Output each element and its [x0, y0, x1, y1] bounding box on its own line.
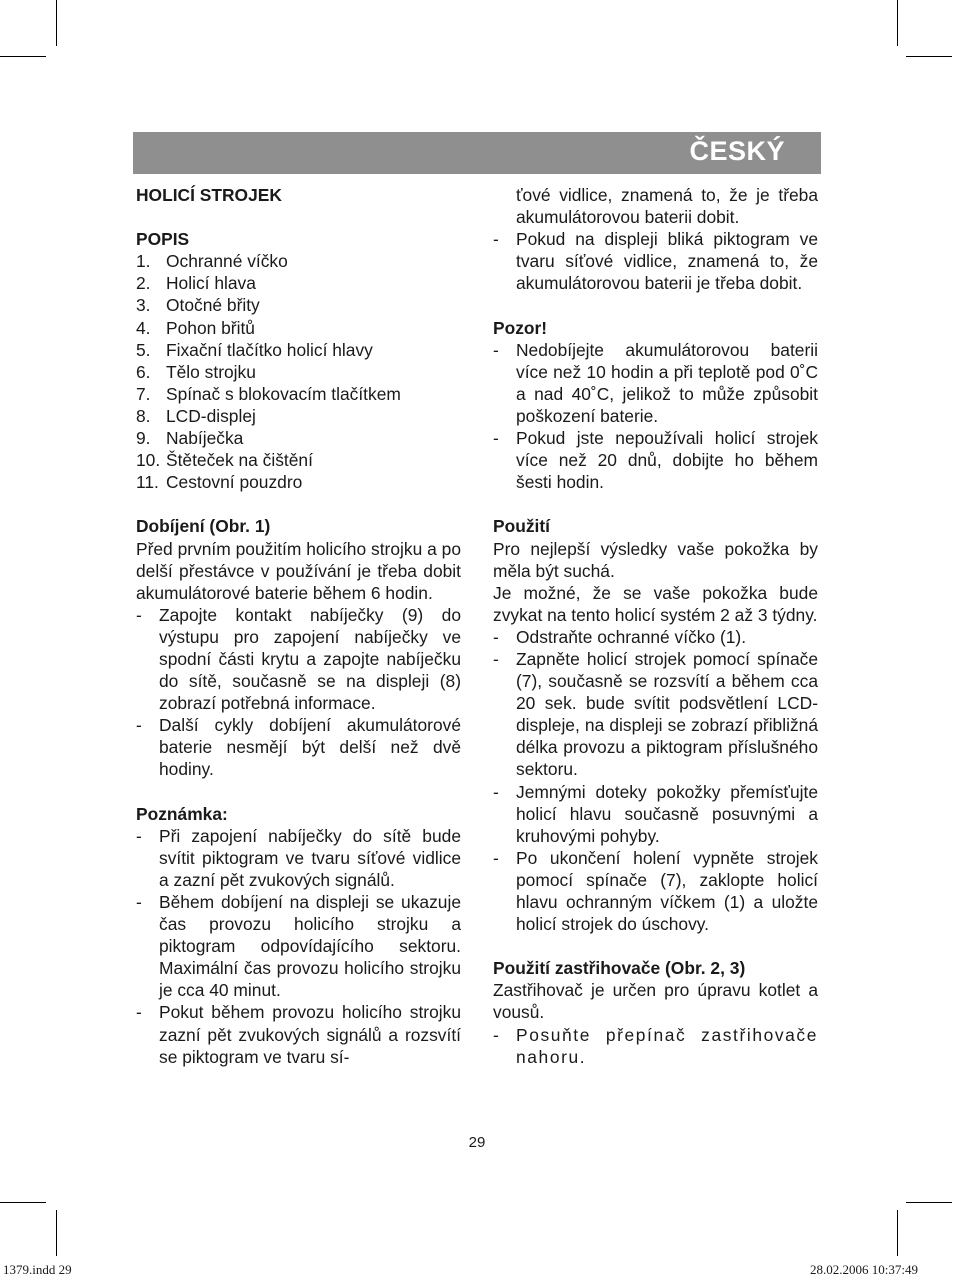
list-item: - Při zapojení nabíječky do sítě bude svítit piktogram ve tvaru síťové vidlice a zazní pět zvukových signálů. — [136, 825, 461, 890]
trimmer-text: Zastřihovač je určen pro úpravu kotlet a vousů. — [493, 980, 818, 1023]
crop-mark — [897, 0, 898, 46]
parts-list — [136, 250, 461, 493]
list-item: 7. Spínač s blokovacím tlačítkem — [136, 383, 401, 404]
crop-mark — [897, 1210, 898, 1256]
list-item: 6. Tělo strojku — [136, 361, 256, 382]
list-item: - Během dobíjení na displeji se ukazuje čas provozu holicího strojku a piktogram odpovídajícího sektoru. Maximální čas provozu holicího strojku je cca 40 minut. — [136, 892, 461, 1001]
list-item: 9. Nabíječka — [136, 428, 244, 449]
list-item: 2. Holicí hlava — [136, 273, 256, 294]
list-item: 1. Ochranné víčko — [136, 251, 288, 272]
crop-mark — [906, 1202, 952, 1203]
list-item: 8. LCD-displej — [136, 405, 256, 426]
crop-mark — [906, 56, 952, 57]
continued-text: ťové vidlice, znamená to, že je třeba akumulátorovou baterii dobit. — [516, 185, 818, 228]
charging-text: Před prvním použitím holicího strojku a po delší přestávce v používání je třeba dobit akumulátorové baterie během 6 hodin. — [136, 538, 461, 603]
list-item: 3. Otočné břity — [136, 295, 260, 316]
list-item: - Zapojte kontakt nabíječky (9) do výstupu pro zapojení nabíječky ve spodní části krytu a zapojte nabíječku do sítě, současně se na displeji (8) zobrazí potřebná informace. — [136, 604, 461, 714]
list-item: - Po ukončení holení vypněte strojek pomocí spínače (7), zaklopte holicí hlavu ochranným víčkem (1) a uložte holicí strojek do úschovy. — [493, 847, 818, 935]
list-item: - Odstraňte ochranné víčko (1). — [493, 626, 747, 647]
charging-heading: Dobíjení (Obr. 1) — [136, 516, 271, 537]
list-item: 4. Pohon břitů — [136, 317, 255, 338]
crop-mark — [0, 1202, 46, 1203]
list-item: 5. Fixační tlačítko holicí hlavy — [136, 339, 373, 360]
list-item: - Pokut během provozu holicího strojku zazní pět zvukových signálů a rozsvítí se piktogram ve tvaru sí- — [136, 1002, 461, 1067]
list-item: 11. Cestovní pouzdro — [136, 472, 303, 493]
usage-heading: Použití — [493, 516, 550, 537]
crop-mark — [0, 56, 46, 57]
list-item: - Další cykly dobíjení akumulátorové baterie nesmějí být delší než dvě hodiny. — [136, 715, 461, 780]
usage-text: Pro nejlepší výsledky vaše pokožka by měla být suchá. — [493, 538, 818, 581]
list-item: - Pokud na displeji bliká piktogram ve tvaru síťové vidlice, znamená to, že akumulátorovou baterii je třeba dobit. — [493, 229, 818, 294]
language-banner — [133, 132, 821, 174]
file-slug: 1379.indd 29 — [3, 1262, 72, 1277]
warning-heading: Pozor! — [493, 317, 548, 338]
print-timestamp: 28.02.2006 10:37:49 — [810, 1262, 918, 1277]
language-title: ČESKÝ — [689, 136, 785, 166]
list-item: - Jemnými doteky pokožky přemísťujte holicí hlavu současně posuvnými a kruhovými pohyby. — [493, 781, 818, 846]
description-heading: POPIS — [136, 229, 190, 250]
trimmer-heading: Použití zastřihovače (Obr. 2, 3) — [493, 958, 746, 979]
usage-text: Je možné, že se vaše pokožka bude zvykat na tento holicí systém 2 až 3 týdny. — [493, 582, 818, 625]
crop-mark — [56, 0, 57, 46]
note-heading: Poznámka: — [136, 803, 228, 824]
left-column — [136, 184, 461, 1068]
list-item: - Zapněte holicí strojek pomocí spínače (7), současně se rozsvítí a během cca 20 sek. bude svítit podsvětlení LCD-displeje, na displeji se zobrazí přibližná délka provozu a piktogram příslušného sektoru. — [493, 648, 818, 780]
list-item: - Pokud jste nepoužívali holicí strojek více než 20 dnů, dobijte ho během šesti hodin. — [493, 428, 818, 493]
crop-mark — [56, 1210, 57, 1256]
list-item: - Nedobíjejte akumulátorovou baterii více než 10 hodin a při teplotě pod 0˚C a nad 40˚C, jelikož to může způsobit poškození baterie. — [493, 339, 818, 426]
list-item: - Posuňte přepínač zastřihovače nahoru. — [493, 1024, 818, 1067]
document-title: HOLICÍ STROJEK — [136, 185, 282, 205]
page-number: 29 — [468, 1134, 486, 1151]
list-item: 10. Štěteček na čištění — [136, 450, 313, 471]
right-column — [493, 184, 818, 1068]
